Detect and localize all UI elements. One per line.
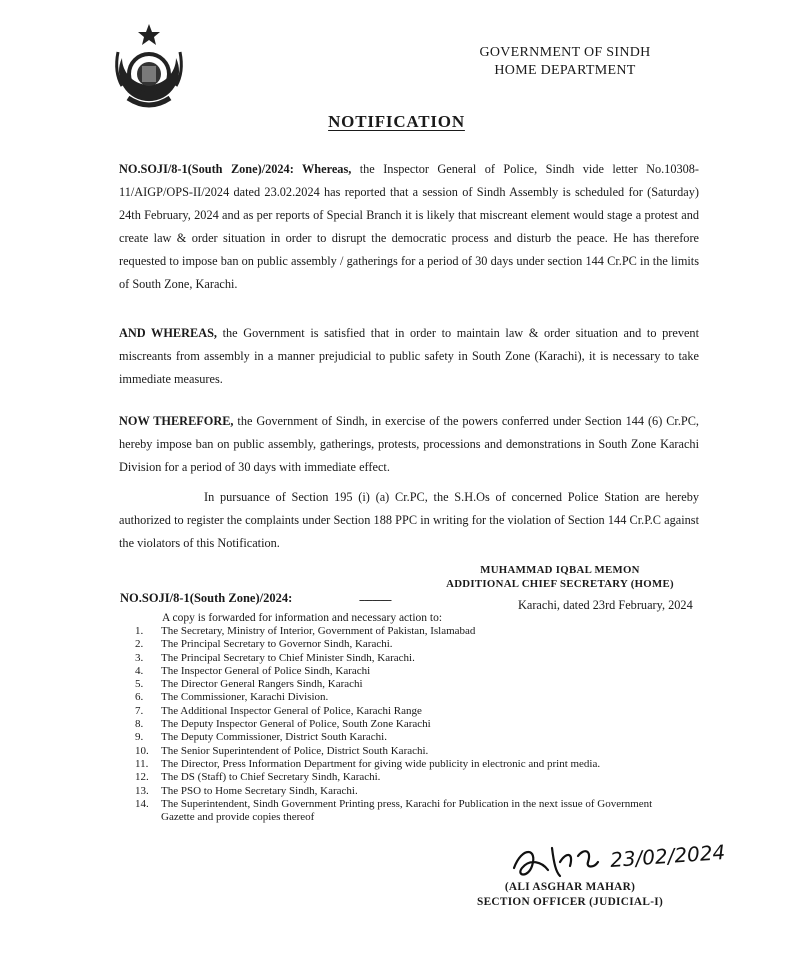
list-item	[135, 771, 705, 784]
list-item-text: The Superintendent, Sindh Government Printing press, Karachi for Publication in the next issue of Government	[161, 797, 653, 810]
list-item-text: The PSO to Home Secretary Sindh, Karachi.	[161, 784, 358, 797]
list-item	[135, 652, 705, 665]
title-text: NOTIFICATION	[328, 112, 465, 131]
list-item-number: 9.	[135, 731, 144, 744]
list-item-text: The Principal Secretary to Governor Sindh, Karachi.	[161, 638, 393, 651]
sindh-government-emblem-icon	[108, 22, 190, 114]
list-item-number: 1.	[135, 625, 144, 637]
paragraph-now-therefore	[119, 410, 699, 479]
distribution-ref-number: NO.SOJI/8-1(South Zone)/2024:	[120, 591, 293, 605]
signatory-block-acs	[430, 563, 690, 591]
list-item-text: The Director General Rangers Sindh, Karachi	[161, 678, 363, 691]
government-header	[465, 44, 665, 80]
list-item-text: The Deputy Commissioner, District South Karachi.	[161, 731, 387, 744]
list-item-text: The Inspector General of Police Sindh, Karachi	[161, 664, 371, 677]
dated-line: Karachi, dated 23rd February, 2024	[518, 598, 693, 612]
list-item-continuation: Gazette and provide copies thereof	[161, 811, 315, 824]
list-item	[135, 638, 705, 651]
signatory-designation: SECTION OFFICER (JUDICIAL-I)	[476, 896, 664, 908]
list-item	[135, 691, 705, 704]
list-item	[135, 798, 705, 811]
list-item-number: 8.	[135, 718, 144, 731]
paragraph-and-whereas	[119, 322, 699, 391]
list-item-text: The Deputy Inspector General of Police, South Zone Karachi	[161, 718, 431, 731]
list-item	[135, 731, 705, 744]
signatory-designation: ADDITIONAL CHIEF SECRETARY (HOME)	[446, 578, 674, 590]
list-item	[135, 678, 705, 691]
paragraph-body: the Government is satisfied that in order to maintain law & order situation and to prevent miscreants from assembly in a manner prejudicial to public safety in South Zone (Karachi), it is necessary to take immediate measures.	[119, 326, 699, 386]
list-item	[135, 718, 705, 731]
signatory-name: MUHAMMAD IQBAL MEMON	[480, 564, 640, 576]
paragraph-ref-lead: NO.SOJI/8-1(South Zone)/2024: Whereas,	[119, 162, 352, 176]
header-line-2: HOME DEPARTMENT	[494, 63, 636, 78]
paragraph-body: the Inspector General of Police, Sindh vide letter No.10308-11/AIGP/OPS-II/2024 dated 23.02.2024 has reported that a session of Sindh Assembly is scheduled for (Saturday) 24th February, 2024 and as per reports of Special Branch it is likely that miscreant element would stage a protest and create law & order situation in order to disrupt the democratic process and disturb the peace. He has therefore requested to impose ban on public assembly / gatherings for a period of 30 days under section 144 Cr.PC in the limits of South Zone, Karachi.	[119, 162, 700, 291]
paragraph-lead: NOW THEREFORE,	[119, 414, 234, 428]
list-item-number: 13.	[135, 784, 149, 797]
distribution-list	[135, 625, 705, 824]
list-item-text: The DS (Staff) to Chief Secretary Sindh, Karachi.	[161, 771, 381, 784]
list-item-text: The Principal Secretary to Chief Minister Sindh, Karachi.	[161, 651, 415, 664]
list-item-text: The Commissioner, Karachi Division.	[161, 691, 329, 704]
list-item-text: The Senior Superintendent of Police, District South Karachi.	[161, 744, 429, 757]
list-item-number: 6.	[135, 691, 144, 704]
list-item-text: The Secretary, Ministry of Interior, Government of Pakistan, Islamabad	[161, 625, 476, 637]
list-item-number: 4.	[135, 664, 144, 677]
list-item-number: 11.	[135, 757, 149, 770]
list-item	[135, 758, 705, 771]
list-item-number: 3.	[135, 651, 144, 664]
list-item-number: 7.	[135, 704, 144, 717]
list-item	[135, 745, 705, 758]
header-line-1: GOVERNMENT OF SINDH	[479, 45, 651, 60]
list-item-text: The Additional Inspector General of Police, Karachi Range	[161, 704, 422, 717]
list-item	[135, 705, 705, 718]
forward-note: A copy is forwarded for information and necessary action to:	[162, 612, 443, 624]
signatory-block-section-officer	[460, 880, 680, 910]
list-item	[135, 785, 705, 798]
paragraph-pursuance: In pursuance of Section 195 (i) (a) Cr.PC, the S.H.Os of concerned Police Station are hereby authorized to register the complaints under Section 188 PPC in writing for the violation of Section 144 Cr.P.C against the violators of this Notification.	[119, 490, 699, 550]
list-item-text: The Director, Press Information Department for giving wide publicity in electronic and print media.	[161, 757, 601, 770]
list-item	[135, 665, 705, 678]
list-item-number: 14.	[135, 797, 149, 810]
paragraph-lead: AND WHEREAS,	[119, 326, 217, 340]
list-item-number: 12.	[135, 771, 149, 784]
list-item	[135, 625, 705, 638]
signature-date: 23/02/2024	[609, 840, 726, 872]
paragraph-whereas	[119, 158, 699, 296]
list-item-number: 10.	[135, 744, 149, 757]
paragraph-body: the Government of Sindh, in exercise of the powers conferred under Section 144 (6) Cr.PC, hereby impose ban on public assembly, gatherings, protests, processions and demonstrations in South Zone Karachi Division for a period of 30 days with immediate effect.	[119, 414, 700, 474]
list-item-number: 5.	[135, 678, 144, 691]
signatory-name: (ALI ASGHAR MAHAR)	[504, 881, 636, 893]
dashes-separator: ------------	[359, 594, 391, 606]
document-title	[0, 112, 793, 132]
list-item-number: 2.	[135, 638, 144, 651]
